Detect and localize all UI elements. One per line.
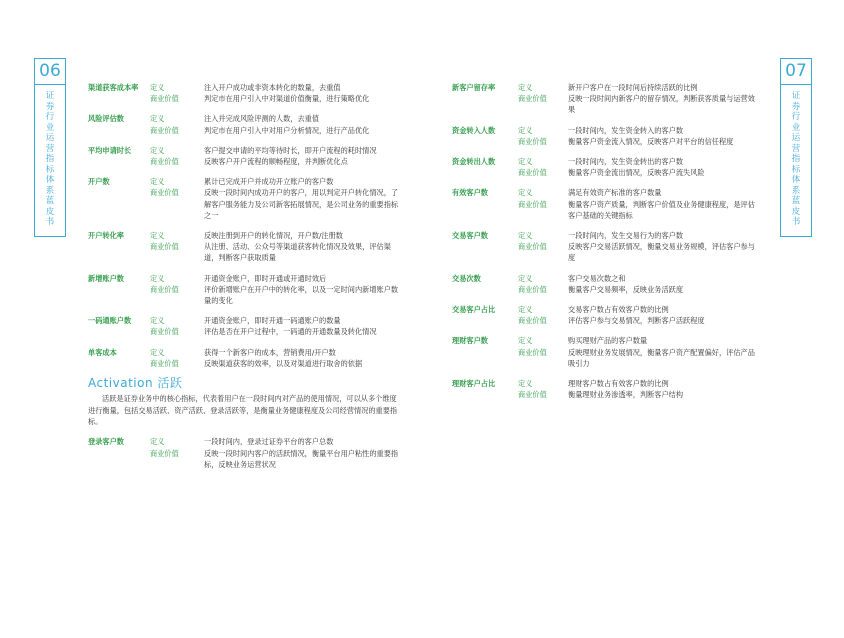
metric-term: 交易客户占比 [452,305,496,315]
metric-line [452,284,762,295]
metric-entry [88,82,406,104]
metric-line [452,273,762,284]
metric-line-label: 商业价值 [150,242,179,252]
metric-line-label: 商业价值 [518,136,547,146]
metric-term: 理财客户占比 [452,379,496,389]
metric-line-label: 定义 [518,305,533,315]
metric-line-text: 满足有效资产标准的客户数量 [568,188,662,198]
metric-line [452,347,762,369]
metric-line-label: 商业价值 [518,168,547,178]
metric-line-text: 交易客户数占有效客户数的比例 [568,305,669,315]
metric-entry [88,230,406,264]
metric-line-text: 一段时间内，发生资金转入的客户数 [568,125,684,135]
metric-entry [88,273,406,307]
metric-line-text: 一段时间内，登录过证券平台的客户总数 [204,437,334,447]
metric-line-label: 商业价值 [518,199,547,209]
metric-line-text: 从注册、活动、公众号等渠道获客转化情况及效果，评估渠道，判断客户获取质量 [204,242,391,263]
metric-line-text: 客户交易次数之和 [568,273,626,283]
metric-entry [452,187,762,221]
metric-line-label: 商业价值 [150,188,179,198]
metric-line [452,187,762,198]
metric-line [88,448,406,470]
metric-line-label: 定义 [518,231,533,241]
metric-line-text: 评估客户参与交易情况，判断客户活跃程度 [568,316,705,326]
metric-line-text: 购买理财产品的客户数量 [568,336,648,346]
metric-term: 渠道获客成本率 [88,83,139,92]
metric-line-label: 商业价值 [150,94,179,104]
metric-line [88,273,406,284]
metric-line-label: 定义 [150,83,165,92]
metric-line-text: 开通资金账户，即时开通一码通账户的数量 [204,316,341,326]
left-chapter-number: 06 [35,59,65,85]
metric-line [88,326,406,337]
metric-line-text: 评价新增账户在开户中的转化率，以及一定时间内新增账户数量的变化 [204,284,399,306]
metric-line [88,156,406,167]
metric-line [452,389,762,400]
metric-line-label: 商业价值 [518,94,547,104]
metric-term: 新客户留存率 [452,83,496,92]
metric-line-label: 定义 [518,188,533,198]
metric-line-text: 反映一段时间内新客户的留存情况，判断获客质量与运营效果 [568,94,755,115]
metric-line-text: 衡量客户资金流入情况，反映客户对平台的信任程度 [568,136,734,146]
metric-line [452,82,762,93]
metric-line-label: 定义 [150,114,165,124]
metric-term: 有效客户数 [452,188,488,198]
metric-entry [452,335,762,369]
activation-section-title: Activation 活跃 [88,376,183,391]
metric-line-text: 反映理财业务发展情况，衡量客户资产配置偏好，评估产品吸引力 [568,347,755,368]
metric-line-label: 定义 [150,437,165,447]
metric-line-label: 商业价值 [518,390,547,400]
metric-entry [452,230,762,264]
metric-line-label: 定义 [150,231,165,241]
left-page-column [88,82,406,479]
metric-line [452,167,762,178]
metric-line-text: 反映注册到开户的转化情况，开户数/注册数 [204,231,343,241]
metric-line-text: 一段时间内，发生资金转出的客户数 [568,157,684,167]
right-metric-list [452,82,762,400]
metric-line-label: 定义 [150,316,165,326]
metric-line [88,230,406,241]
right-chapter-tab [780,58,812,237]
metric-line-label: 定义 [150,177,165,187]
right-chapter-number: 07 [781,59,811,85]
metric-line-label: 商业价值 [150,125,179,135]
metric-line [452,199,762,221]
metric-line-text: 反映渠道获客的效率，以及对渠道进行取舍的依据 [204,358,363,368]
metric-line-label: 定义 [150,347,165,357]
metric-line [452,156,762,167]
metric-line-label: 定义 [150,145,165,155]
metric-entry [88,436,406,470]
metric-line [88,93,406,104]
metric-line-text: 开通资金账户，即时开通或开通时效后 [204,273,327,283]
metric-line [452,241,762,263]
metric-line [88,113,406,124]
metric-line-label: 定义 [518,125,533,135]
metric-line [452,315,762,326]
metric-line-label: 商业价值 [150,327,179,337]
metric-line [88,145,406,156]
metric-entry [88,176,406,221]
left-chapter-tab [34,58,66,237]
metric-line [452,230,762,241]
metric-line-text: 累计已完成开户并成功开立账户的客户数 [204,177,334,187]
metric-term: 资金转出人数 [452,157,496,167]
metric-line [88,187,406,221]
metric-entry [88,315,406,337]
metric-line [452,93,762,115]
metric-term: 开户数 [88,177,110,187]
metric-line-text: 判定市在用户引入中对用户分析情况，进行产品优化 [204,125,370,135]
metric-term: 资金转入人数 [452,125,496,135]
metric-line-label: 定义 [518,273,533,283]
metric-term: 交易次数 [452,273,481,283]
metric-entry [452,82,762,116]
metric-line [88,347,406,358]
metric-line-label: 商业价值 [518,316,547,326]
metric-line-text: 新开户客户在一段时间后持续活跃的比例 [568,83,698,92]
metric-term: 开户转化率 [88,231,124,241]
metric-line-text: 注入并完成风险评测的人数，去重值 [204,114,320,124]
left-metric-list [88,82,406,369]
metric-line-text: 反映一段时间内客户的活跃情况，衡量平台用户粘性的重要指标，反映业务运营状况 [204,448,399,469]
metric-line-text: 反映客户开户流程的顺畅程度，并判断优化点 [204,157,348,167]
metric-line [88,176,406,187]
metric-entry [452,273,762,295]
metric-entry [88,145,406,167]
metric-line-label: 定义 [150,273,165,283]
metric-entry [88,347,406,369]
metric-line [88,315,406,326]
metric-term: 平均申请时长 [88,145,132,155]
metric-line [88,284,406,306]
right-page-column [452,82,762,409]
left-chapter-title: 证券行业运营指标体系蓝皮书 [45,91,55,227]
metric-entry [452,156,762,178]
metric-line-text: 客户提交申请的平均等待时长，即开户流程的耗时情况 [204,145,377,155]
metric-line-text: 获得一个新客户的成本，营销费用/开户数 [204,347,336,357]
metric-term: 理财客户数 [452,336,488,346]
metric-entry [452,378,762,400]
metric-term: 一码通账户数 [88,316,132,326]
metric-line-label: 商业价值 [518,347,547,357]
metric-line [452,335,762,346]
metric-line-text: 判定市在用户引入中对渠道价值衡量，进行策略优化 [204,94,370,104]
metric-entry [452,304,762,326]
metric-term: 登录客户数 [88,437,124,447]
metric-line-text: 反映一段时间内成功开户的客户，用以判定开户转化情况，了解客户服务能力及公司新客拓展情况，是公司业务的重要指标之一 [204,188,399,220]
metric-line-label: 定义 [518,379,533,389]
metric-line [88,125,406,136]
metric-line-label: 商业价值 [518,242,547,252]
metric-line-text: 衡量客户资金流出情况，反映客户流失风险 [568,168,705,178]
metric-line-label: 定义 [518,83,533,92]
metric-line-text: 衡量客户交易频率，反映业务活跃度 [568,284,684,294]
metric-term: 交易客户数 [452,231,488,241]
metric-line-text: 一段时间内，发生交易行为的客户数 [568,231,684,241]
metric-term: 风险评估数 [88,114,124,124]
metric-line-label: 商业价值 [150,284,179,294]
metric-term: 新增账户数 [88,273,124,283]
metric-line [88,436,406,447]
metric-term: 单客成本 [88,347,117,357]
metric-entry [88,113,406,135]
metric-line [452,136,762,147]
metric-line [452,304,762,315]
metric-line [88,82,406,93]
metric-line-text: 评估是否在开户过程中，一码通的开通数量及转化情况 [204,327,377,337]
right-chapter-title: 证券行业运营指标体系蓝皮书 [791,91,801,227]
metric-line [452,125,762,136]
activation-metric-list [88,436,406,470]
metric-entry [452,125,762,147]
metric-line [88,241,406,263]
metric-line-text: 衡量客户资产质量，判断客户价值及业务健康程度，是评估客户基础的关键指标 [568,199,755,220]
metric-line [452,378,762,389]
metric-line-label: 商业价值 [150,358,179,368]
metric-line-label: 商业价值 [150,448,179,458]
metric-line-text: 理财客户数占有效客户数的比例 [568,379,669,389]
metric-line-label: 定义 [518,336,533,346]
metric-line-text: 衡量理财业务渗透率，判断客户结构 [568,390,684,400]
metric-line [88,358,406,369]
metric-line-text: 注入开户成功或非资本转化的数量，去重值 [204,83,341,92]
metric-line-label: 商业价值 [518,284,547,294]
metric-line-label: 商业价值 [150,157,179,167]
metric-line-text: 反映客户交易活跃情况，衡量交易业务规模，评估客户参与度 [568,242,755,263]
metric-line-label: 定义 [518,157,533,167]
activation-intro-paragraph: 活跃是证券业务中的核心指标，代表着用户在一段时间内对产品的使用情况，可以从多个维度进行衡量，包括交易活跃、资产活跃、登录活跃等，是衡量业务健康程度及公司经营情况的重要指标。 [88,394,398,427]
